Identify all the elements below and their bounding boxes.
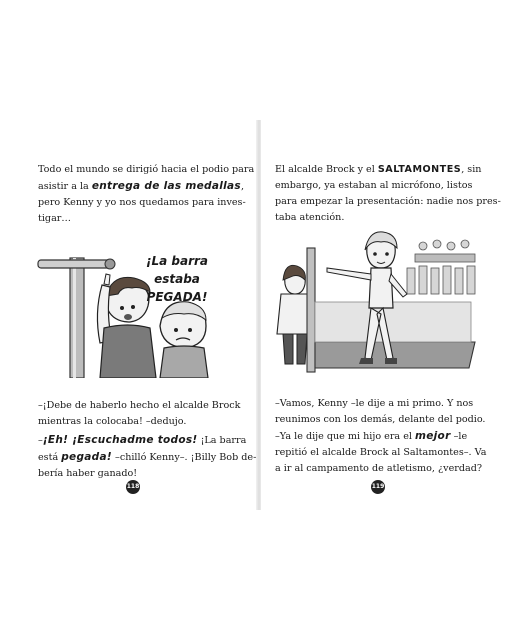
text-line: Todo el mundo se dirigió hacia el podio para <box>38 164 255 175</box>
text-line: –Ya le dije que mi hijo era el <box>275 431 415 442</box>
text-line: mientras la colocaba! –dedujo. <box>38 416 187 427</box>
text-line: para empezar la presentación: nadie nos pres- <box>275 196 501 207</box>
left-paragraph-2 <box>38 398 250 430</box>
text-line: , <box>240 181 245 192</box>
emphasis-text: entrega de las medallas <box>91 180 241 192</box>
text-line: bería haber ganado! <box>38 468 138 479</box>
right-paragraph-2 <box>275 396 489 477</box>
text-line: está <box>38 452 62 463</box>
page-number: 119 <box>371 480 385 494</box>
text-line: reunimos con los demás, delante del podio. <box>275 414 486 425</box>
emphasis-text: pegada! <box>61 451 112 463</box>
left-paragraph-1 <box>38 162 255 227</box>
text-line: asistir a la <box>38 181 92 192</box>
speech-bubble-text <box>122 252 232 306</box>
text-line: –le <box>450 431 468 442</box>
text-line: El alcalde Brock y el <box>275 164 378 175</box>
crowd-and-boy-illustration <box>267 224 491 374</box>
emphasis-text: SALTAMONTES <box>377 164 462 175</box>
text-line: embargo, ya estaban al micrófono, listos <box>275 180 473 191</box>
text-line: taba atención. <box>275 212 345 223</box>
left-paragraph-3 <box>38 432 257 482</box>
text-line: –Vamos, Kenny –le dije a mi primo. Y nos <box>275 398 474 409</box>
text-line: tigar… <box>38 213 71 224</box>
right-page <box>261 120 501 510</box>
text-line: –chilló Kenny–. ¡Billy Bob de- <box>111 452 257 463</box>
text-line: repitió el alcalde Brock al Saltamontes–. Va <box>275 447 487 458</box>
bubble-line: PEGADA! <box>146 290 208 304</box>
text-line: pero Kenny y yo nos quedamos para inves- <box>38 197 246 208</box>
text-line: , sin <box>461 164 482 175</box>
text-line: –¡Debe de haberlo hecho el alcalde Brock <box>38 400 241 411</box>
emphasis-text: ¡Eh! ¡Escuchadme todos! <box>42 434 198 446</box>
text-line: ¡La barra <box>197 435 247 446</box>
page-number: 118 <box>126 480 140 494</box>
book-spread <box>20 120 501 510</box>
emphasis-text: mejor <box>415 430 451 442</box>
left-page <box>20 120 257 510</box>
right-paragraph-1 <box>275 162 501 226</box>
text-line: – <box>38 435 43 446</box>
bubble-line: ¡La barra estaba <box>145 254 208 286</box>
text-line: a ir al campamento de atletismo, ¿verdad? <box>275 463 482 474</box>
